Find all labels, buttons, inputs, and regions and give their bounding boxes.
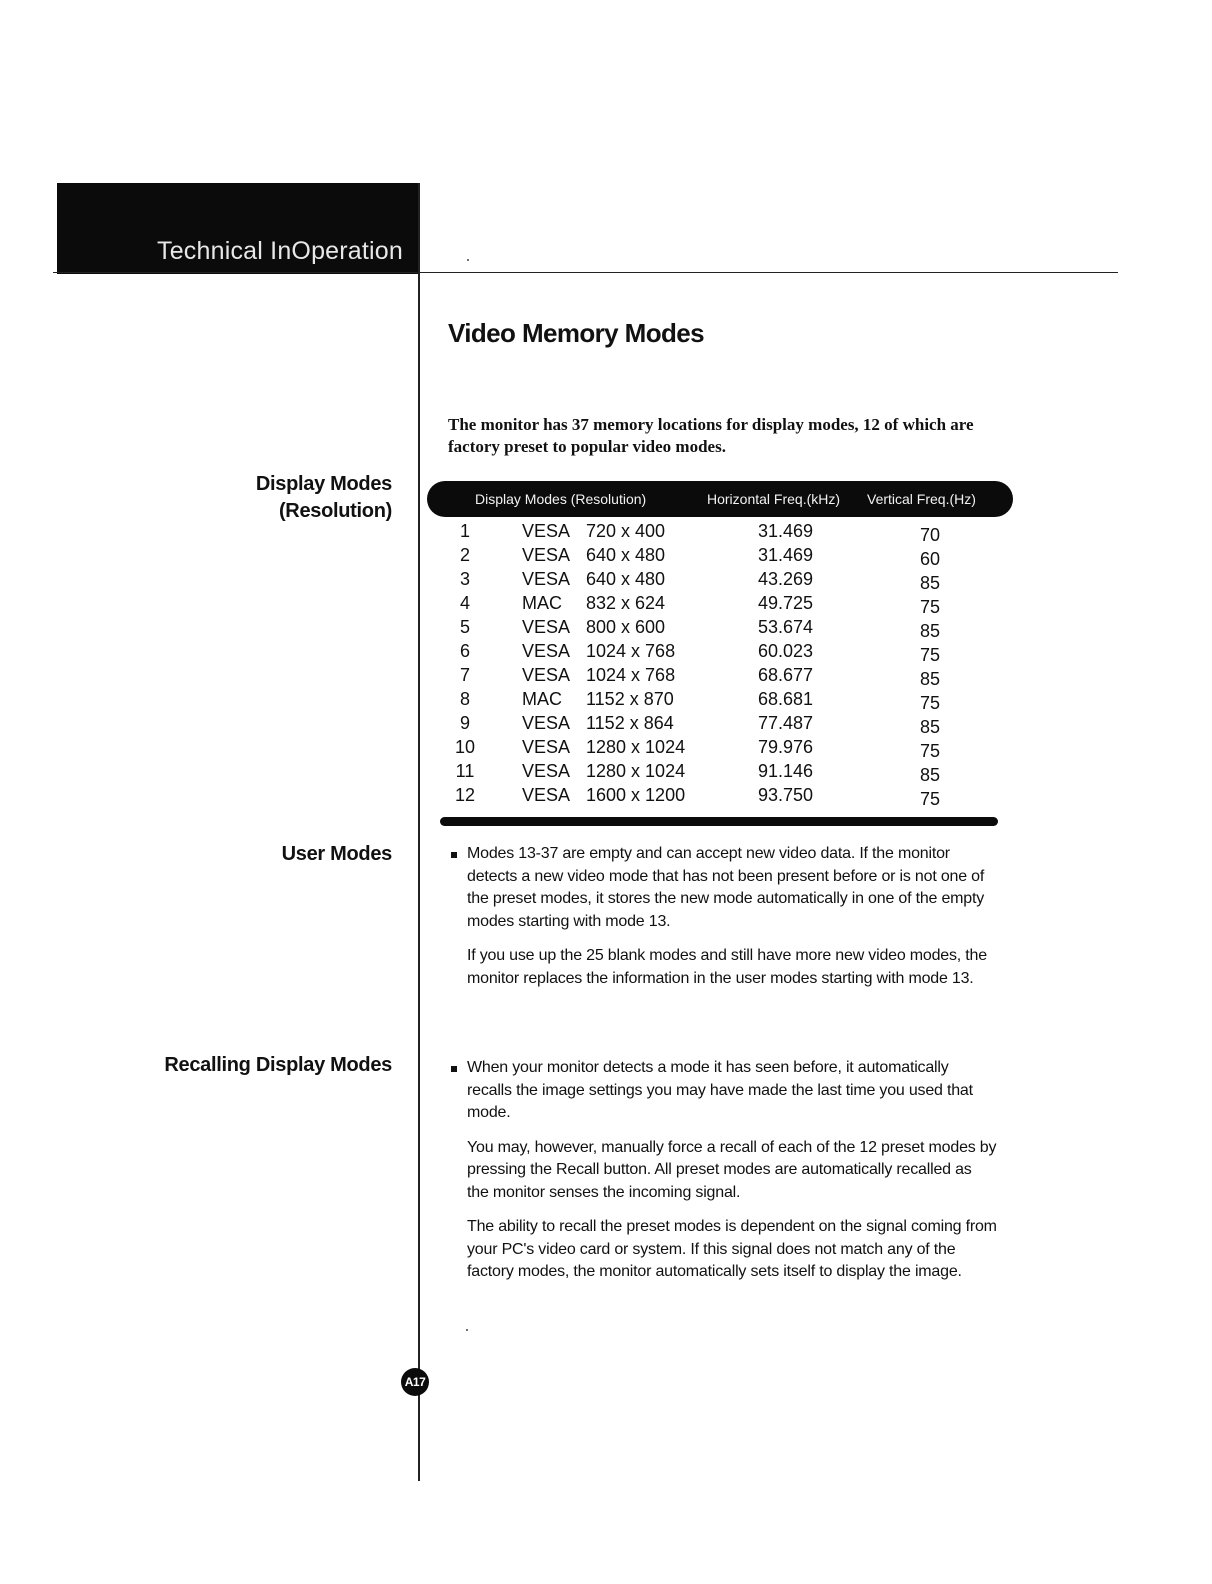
bullet-icon bbox=[451, 852, 457, 858]
recalling-paragraph-1: When your monitor detects a mode it has seen before, it automatically recalls the image settings you may have made the last time you used that mode. bbox=[467, 1059, 973, 1121]
user-modes-paragraph-2: If you use up the 25 blank modes and still have more new video modes, the monitor replaces the information in the user modes starting with mode 13. bbox=[467, 947, 987, 987]
mode-vertical-freq: 75 bbox=[920, 597, 941, 617]
table-row bbox=[0, 521, 1212, 545]
intro-text: The monitor has 37 memory locations for display modes, 12 of which are factory preset to popular video modes. bbox=[448, 415, 974, 456]
mode-vertical-freq: 75 bbox=[920, 645, 941, 665]
mode-standard: VESA bbox=[522, 713, 571, 733]
mode-standard: VESA bbox=[522, 665, 571, 685]
mode-horizontal-freq: 31.469 bbox=[758, 545, 814, 565]
mode-number: 7 bbox=[459, 665, 470, 685]
mode-standard: VESA bbox=[522, 617, 571, 637]
mode-standard: VESA bbox=[522, 521, 571, 541]
mode-resolution: 640 x 480 bbox=[586, 545, 666, 565]
col-header-horizontal-freq: Horizontal Freq.(kHz) bbox=[707, 491, 841, 507]
table-footer-rule bbox=[440, 817, 998, 826]
mode-standard: VESA bbox=[522, 569, 571, 589]
table-row bbox=[0, 737, 1212, 761]
mode-standard: VESA bbox=[522, 545, 571, 565]
display-modes-label-line2: (Resolution) bbox=[278, 500, 392, 522]
mode-number: 4 bbox=[459, 593, 470, 613]
mode-resolution: 1024 x 768 bbox=[586, 665, 676, 685]
mode-number: 11 bbox=[455, 761, 475, 781]
table-row bbox=[0, 641, 1212, 665]
mode-vertical-freq: 75 bbox=[920, 789, 941, 809]
mode-horizontal-freq: 91.146 bbox=[758, 761, 814, 781]
mode-resolution: 640 x 480 bbox=[586, 569, 666, 589]
mode-resolution: 1280 x 1024 bbox=[586, 737, 686, 757]
mode-number: 12 bbox=[454, 785, 476, 805]
scan-dot bbox=[466, 1329, 468, 1331]
mode-vertical-freq: 85 bbox=[920, 573, 941, 593]
mode-horizontal-freq: 60.023 bbox=[758, 641, 814, 661]
table-row bbox=[0, 785, 1212, 809]
mode-vertical-freq: 85 bbox=[920, 621, 941, 641]
mode-standard: VESA bbox=[522, 737, 571, 757]
recalling-modes-text bbox=[467, 1057, 997, 1296]
recalling-paragraph-3: The ability to recall the preset modes is dependent on the signal coming from your PC's video card or system. If this signal does not match any of the factory modes, the monitor automatically sets itself to display the image. bbox=[467, 1218, 997, 1280]
table-header bbox=[427, 481, 1013, 517]
mode-horizontal-freq: 68.677 bbox=[758, 665, 814, 685]
mode-resolution: 1152 x 870 bbox=[586, 689, 674, 709]
col-header-display-modes: Display Modes (Resolution) bbox=[475, 491, 647, 507]
mode-horizontal-freq: 79.976 bbox=[758, 737, 814, 757]
mode-horizontal-freq: 43.269 bbox=[758, 569, 814, 589]
display-modes-label bbox=[256, 471, 392, 525]
mode-number: 10 bbox=[454, 737, 476, 757]
mode-horizontal-freq: 68.681 bbox=[758, 689, 814, 709]
table-row bbox=[0, 593, 1212, 617]
table-row bbox=[0, 545, 1212, 569]
mode-horizontal-freq: 49.725 bbox=[758, 593, 814, 613]
mode-number: 6 bbox=[459, 641, 470, 661]
margin-rule bbox=[418, 183, 420, 1481]
table-row bbox=[0, 569, 1212, 593]
recalling-paragraph-2: You may, however, manually force a recall of each of the 12 preset modes by pressing the Recall button. All preset modes are automatically recalled as the monitor senses the incoming signal. bbox=[467, 1138, 997, 1201]
mode-resolution: 800 x 600 bbox=[586, 617, 666, 637]
mode-number: 2 bbox=[459, 545, 470, 565]
mode-horizontal-freq: 93.750 bbox=[758, 785, 814, 805]
mode-resolution: 720 x 400 bbox=[586, 521, 666, 541]
user-modes-label: User Modes bbox=[281, 843, 392, 865]
mode-horizontal-freq: 77.487 bbox=[758, 713, 814, 733]
table-row bbox=[0, 617, 1212, 641]
mode-standard: VESA bbox=[522, 761, 571, 781]
page-title: Video Memory Modes bbox=[448, 318, 705, 348]
page-number-badge: A17 bbox=[401, 1368, 429, 1396]
mode-resolution: 1152 x 864 bbox=[586, 713, 674, 733]
mode-vertical-freq: 60 bbox=[920, 549, 941, 569]
mode-resolution: 832 x 624 bbox=[586, 593, 666, 613]
mode-standard: MAC bbox=[522, 689, 562, 709]
mode-resolution: 1024 x 768 bbox=[586, 641, 676, 661]
section-header-bar bbox=[57, 183, 420, 274]
table-row bbox=[0, 761, 1212, 785]
mode-number: 1 bbox=[459, 521, 470, 541]
mode-vertical-freq: 75 bbox=[920, 741, 941, 761]
mode-horizontal-freq: 53.674 bbox=[758, 617, 814, 637]
mode-number: 9 bbox=[459, 713, 470, 733]
header-rule bbox=[53, 272, 1118, 273]
display-modes-label-line1: Display Modes bbox=[255, 473, 392, 495]
section-header-title: Technical InOperation bbox=[157, 237, 404, 265]
mode-vertical-freq: 75 bbox=[920, 693, 941, 713]
mode-vertical-freq: 85 bbox=[920, 765, 941, 785]
mode-number: 5 bbox=[459, 617, 470, 637]
mode-resolution: 1280 x 1024 bbox=[586, 761, 686, 781]
mode-resolution: 1600 x 1200 bbox=[586, 785, 686, 805]
table-row bbox=[0, 665, 1212, 689]
mode-vertical-freq: 85 bbox=[920, 669, 941, 689]
mode-number: 8 bbox=[459, 689, 470, 709]
mode-standard: VESA bbox=[522, 641, 571, 661]
table-row bbox=[0, 713, 1212, 737]
col-header-vertical-freq: Vertical Freq.(Hz) bbox=[867, 491, 976, 507]
mode-standard: MAC bbox=[522, 593, 562, 613]
recalling-modes-label: Recalling Display Modes bbox=[164, 1054, 392, 1076]
scan-dot bbox=[467, 259, 469, 261]
table-row bbox=[0, 689, 1212, 713]
user-modes-paragraph-1: Modes 13-37 are empty and can accept new video data. If the monitor detects a new video mode that has not been present before or is not one of the preset modes, it stores the new mode automatically in one of the empty modes starting with mode 13. bbox=[467, 845, 985, 930]
mode-vertical-freq: 70 bbox=[920, 525, 941, 545]
mode-horizontal-freq: 31.469 bbox=[758, 521, 814, 541]
mode-vertical-freq: 85 bbox=[920, 717, 941, 737]
mode-standard: VESA bbox=[522, 785, 571, 805]
bullet-icon bbox=[451, 1066, 457, 1072]
mode-number: 3 bbox=[459, 569, 470, 589]
user-modes-text bbox=[467, 843, 997, 1002]
